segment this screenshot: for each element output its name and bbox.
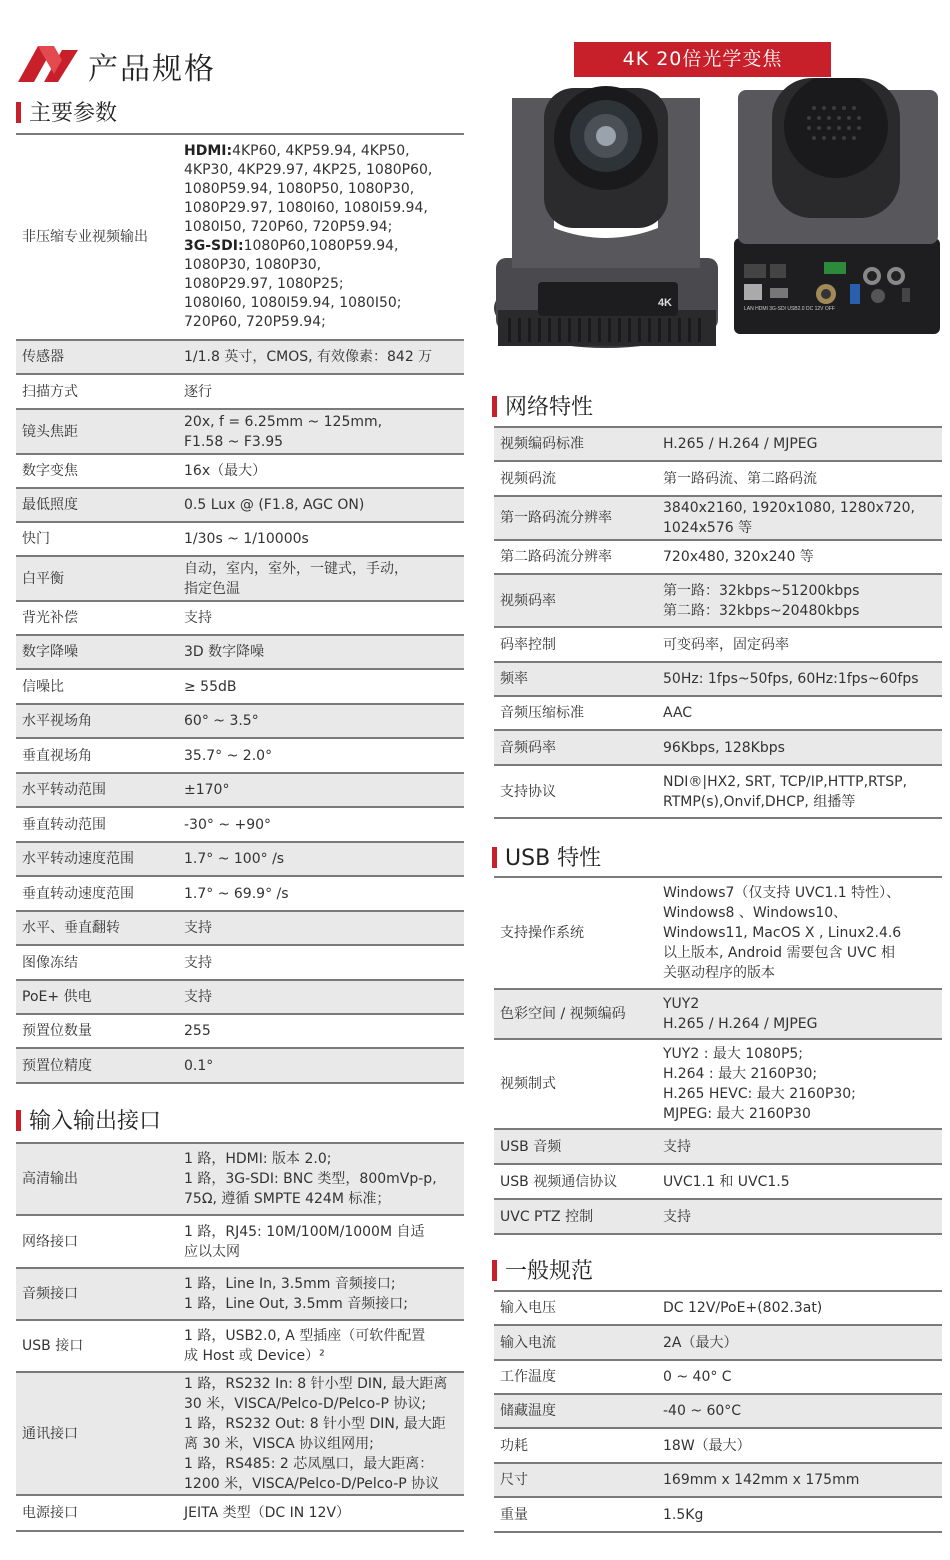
row-label: 水平视场角	[16, 704, 178, 738]
row-label: 储藏温度	[494, 1394, 657, 1428]
row-value: DC 12V/PoE+(802.3at)	[663, 1300, 823, 1316]
row-value: 第一路码流、第二路码流	[663, 470, 817, 487]
row-label: 水平、垂直翻转	[16, 911, 178, 945]
row-label: 音频接口	[16, 1268, 178, 1320]
table-row	[16, 601, 464, 635]
row-value: 1.5Kg	[663, 1506, 704, 1523]
row-value: 1.7° ~ 100° /s	[178, 842, 464, 876]
row-label: 功耗	[500, 1437, 528, 1454]
sdi-formats: 1080P60,1080P59.94, 1080P30, 1080P30, 1080P29.97, 1080P25; 1080I60, 1080I59.94, 1080I50; 720P60, 720P59.94;	[184, 238, 402, 330]
row-value: 1 路，Line In, 3.5mm 音频接口; 1 路，Line Out, 3.5mm 音频接口;	[178, 1268, 464, 1320]
row-value: 720x480, 320x240 等	[663, 549, 814, 565]
table-row	[494, 496, 942, 540]
row-label: 尺寸	[494, 1463, 657, 1497]
row-label: 第二路码流分辨率	[500, 549, 612, 565]
row-value: UVC1.1 和 UVC1.5	[663, 1173, 790, 1190]
section-general: 一般规范	[492, 1254, 593, 1285]
table-row	[16, 556, 464, 601]
row-label: 重量	[500, 1506, 528, 1523]
row-label: 传感器	[16, 340, 178, 374]
row-value: 1/30s ~ 1/10000s	[184, 531, 309, 547]
row-value: YUY2 : 最大 1080P5; H.264 : 最大 2160P30; H.265 HEVC: 最大 2160P30; MJPEG: 最大 2160P30	[663, 1046, 856, 1122]
zoom-banner: 4K 20倍光学变焦	[574, 42, 831, 77]
table-row	[494, 1428, 942, 1463]
row-value: 1 路，RS232 In: 8 针小型 DIN, 最大距离 30 米，VISCA/Pelco-D/Pelco-P 协议; 1 路，RS232 Out: 8 针小型 DIN, 最大距 离 30 米，VISCA 协议组网用; 1 路，RS485: 2 芯凤凰口，最大距离： 1200 米，VISCA/Pelco-D/Pelco-P 协议	[178, 1372, 464, 1495]
svg-text:LAN HDMI 3G-SDI USB2.0: LAN HDMI 3G-SDI USB2.0 DC 12V OFF	[744, 306, 835, 312]
table-row	[494, 1164, 942, 1199]
row-value: 96Kbps, 128Kbps	[657, 730, 942, 765]
table-row	[16, 635, 464, 669]
row-value: 3840x2160, 1920x1080, 1280x720, 1024x576 等	[657, 496, 942, 540]
table-row	[16, 1143, 464, 1215]
row-label: 码率控制	[500, 636, 556, 653]
row-value: 16x（最大）	[184, 463, 267, 479]
row-label: 支持协议	[500, 783, 556, 800]
camera-rear-image	[734, 78, 940, 334]
row-value: 支持	[178, 980, 464, 1014]
row-label: 数字降噪	[16, 635, 178, 669]
row-label: 非压缩专业视频输出	[22, 229, 148, 245]
row-value: 0.1°	[178, 1048, 464, 1083]
camera-front-image	[494, 86, 718, 348]
row-value: 50Hz: 1fps~50fps, 60Hz:1fps~60fps	[657, 662, 942, 696]
row-value: 60° ~ 3.5°	[178, 704, 464, 738]
table-row	[16, 134, 464, 340]
table-row	[494, 1394, 942, 1428]
row-label: 扫描方式	[22, 383, 78, 400]
camera-images	[494, 78, 944, 353]
row-value: ≥ 55dB	[184, 678, 237, 695]
table-row	[16, 488, 464, 522]
row-label: 垂直视场角	[22, 747, 92, 764]
row-label: 音频压缩标准	[500, 705, 584, 721]
row-value: NDI®|HX2, SRT, TCP/IP,HTTP,RTSP, RTMP(s),Onvif,DHCP, 组播等	[663, 773, 908, 810]
row-label: 水平转动范围	[16, 773, 178, 807]
row-label: 垂直转动速度范围	[22, 885, 134, 902]
row-label: USB 视频通信协议	[500, 1173, 618, 1190]
table-row	[16, 1215, 464, 1268]
section-main-params: 主要参数	[16, 96, 117, 127]
row-label: 视频码流	[500, 470, 556, 487]
table-row	[494, 427, 942, 461]
row-value: JEITA 类型（DC IN 12V）	[184, 1505, 351, 1521]
table-row	[16, 738, 464, 773]
row-value: 169mm x 142mm x 175mm	[657, 1463, 942, 1497]
row-value: 逐行	[184, 383, 212, 400]
row-value: ±170°	[178, 773, 464, 807]
row-label: 垂直转动范围	[22, 816, 106, 833]
row-label: 输入电压	[500, 1300, 556, 1316]
row-value: 1 路，HDMI: 版本 2.0; 1 路，3G-SDI: BNC 类型，800mVp-p, 75Ω, 遵循 SMPTE 424M 标准；	[178, 1143, 464, 1215]
table-row	[494, 877, 942, 989]
row-label: 第一路码流分辨率	[494, 496, 657, 540]
table-row	[16, 1372, 464, 1495]
table-row	[494, 730, 942, 765]
row-label: 镜头焦距	[16, 409, 178, 454]
row-label: 视频制式	[500, 1076, 556, 1092]
table-row	[16, 1268, 464, 1320]
table-row	[16, 669, 464, 704]
row-value: 20x, f = 6.25mm ~ 125mm, F1.58 ~ F3.95	[178, 409, 464, 454]
row-value: -30° ~ +90°	[184, 816, 272, 833]
table-row	[16, 1048, 464, 1083]
row-label: 网络接口	[22, 1233, 78, 1250]
table-row	[16, 945, 464, 980]
row-label: 视频码率	[494, 574, 657, 627]
row-value: -40 ~ 60°C	[657, 1394, 942, 1428]
row-value: 支持	[178, 911, 464, 945]
row-label: USB 接口	[22, 1338, 84, 1354]
row-label: 高清输出	[16, 1143, 178, 1215]
table-row	[494, 574, 942, 627]
row-value	[178, 134, 464, 340]
camera-4k-label: 4K	[657, 297, 672, 309]
row-value: 支持	[657, 1129, 942, 1164]
row-label: 支持操作系统	[500, 925, 584, 941]
row-label: 工作温度	[500, 1369, 556, 1385]
table-row	[16, 773, 464, 807]
brand-logo-icon	[18, 46, 78, 82]
row-label: 信噪比	[22, 678, 64, 695]
row-label: 视频编码标准	[494, 427, 657, 461]
row-label: 预置位精度	[16, 1048, 178, 1083]
table-row	[494, 1199, 942, 1234]
row-value: AAC	[663, 705, 693, 721]
row-value: 支持	[184, 610, 212, 626]
row-label: 电源接口	[22, 1505, 78, 1521]
table-row	[494, 1497, 942, 1532]
row-value: 2A（最大）	[657, 1325, 942, 1360]
table-row	[494, 662, 942, 696]
row-value: 1/1.8 英寸，CMOS, 有效像素：842 万	[178, 340, 464, 374]
table-row	[16, 409, 464, 454]
row-label: 水平转动速度范围	[16, 842, 178, 876]
table-row	[16, 374, 464, 409]
row-value: 0.5 Lux @ (F1.8, AGC ON)	[178, 488, 464, 522]
sdi-label: 3G-SDI:	[184, 238, 244, 254]
table-row	[494, 1360, 942, 1394]
section-network: 网络特性	[492, 390, 593, 421]
table-row	[16, 1320, 464, 1372]
network-table	[494, 426, 942, 819]
table-row	[494, 765, 942, 818]
hdmi-formats: 4KP60, 4KP59.94, 4KP50, 4KP30, 4KP29.97, 4KP25, 1080P60, 1080P59.94, 1080P50, 1080P30, 1080P29.97, 1080I60, 1080I59.94, 1080I50, 720P60, 720P59.94;	[184, 143, 433, 235]
row-label: 背光补偿	[22, 610, 78, 626]
usb-table	[494, 876, 942, 1235]
table-row	[16, 340, 464, 374]
io-table	[16, 1142, 464, 1532]
row-label: 频率	[494, 662, 657, 696]
table-row	[16, 454, 464, 488]
table-row	[494, 989, 942, 1039]
row-value: 第一路：32kbps~51200kbps 第二路：32kbps~20480kbps	[657, 574, 942, 627]
table-row	[16, 911, 464, 945]
row-value: 支持	[657, 1199, 942, 1234]
row-value: 自动，室内，室外，一键式，手动， 指定色温	[178, 556, 464, 601]
row-label: 通讯接口	[16, 1372, 178, 1495]
table-row	[16, 876, 464, 911]
table-row	[494, 1291, 942, 1325]
row-value: 1 路，RJ45: 10M/100M/1000M 自适 应以太网	[184, 1223, 425, 1260]
row-label: 数字变焦	[22, 463, 78, 479]
page-title: 产品规格	[88, 52, 216, 87]
table-row	[16, 842, 464, 876]
table-row	[16, 980, 464, 1014]
row-value: YUY2 H.265 / H.264 / MJPEG	[657, 989, 942, 1039]
row-label: 色彩空间 / 视频编码	[494, 989, 657, 1039]
table-row	[494, 1129, 942, 1164]
row-label: USB 音频	[494, 1129, 657, 1164]
row-value: Windows7（仅支持 UVC1.1 特性）、 Windows8 、Windows10、 Windows11, MacOS X , Linux2.4.6 以上版本, Android 需要包含 UVC 相 关驱动程序的版本	[663, 885, 902, 981]
row-label: 预置位数量	[22, 1023, 92, 1039]
row-label: 输入电流	[494, 1325, 657, 1360]
row-label: 最低照度	[16, 488, 178, 522]
section-usb: USB 特性	[492, 841, 601, 872]
table-row	[16, 1495, 464, 1531]
row-value: 1 路，USB2.0, A 型插座（可软件配置 成 Host 或 Device）²	[184, 1328, 426, 1364]
row-label: 音频码率	[494, 730, 657, 765]
row-value: 18W（最大）	[663, 1437, 751, 1454]
table-row	[494, 1039, 942, 1129]
row-value: 支持	[184, 954, 212, 971]
table-row	[16, 522, 464, 556]
row-value: 0 ~ 40° C	[663, 1369, 732, 1385]
table-row	[494, 1325, 942, 1360]
row-label: 白平衡	[16, 556, 178, 601]
general-table	[494, 1290, 942, 1533]
row-value: 3D 数字降噪	[178, 635, 464, 669]
section-io: 输入输出接口	[16, 1104, 161, 1135]
table-row	[16, 807, 464, 842]
row-label: 快门	[22, 531, 50, 547]
table-row	[16, 1014, 464, 1048]
row-value: 可变码率，固定码率	[663, 636, 789, 653]
table-row	[494, 540, 942, 574]
row-label: UVC PTZ 控制	[494, 1199, 657, 1234]
row-label: PoE+ 供电	[16, 980, 178, 1014]
row-value: 35.7° ~ 2.0°	[184, 747, 273, 764]
row-value: 255	[184, 1023, 211, 1039]
row-value: 1.7° ~ 69.9° /s	[184, 885, 289, 902]
table-row	[494, 1463, 942, 1497]
table-row	[16, 704, 464, 738]
table-row	[494, 461, 942, 496]
hdmi-label: HDMI:	[184, 143, 233, 159]
row-label: 图像冻结	[22, 954, 78, 971]
main-params-table	[16, 133, 464, 1084]
row-value: H.265 / H.264 / MJPEG	[657, 427, 942, 461]
table-row	[494, 627, 942, 662]
table-row	[494, 696, 942, 730]
